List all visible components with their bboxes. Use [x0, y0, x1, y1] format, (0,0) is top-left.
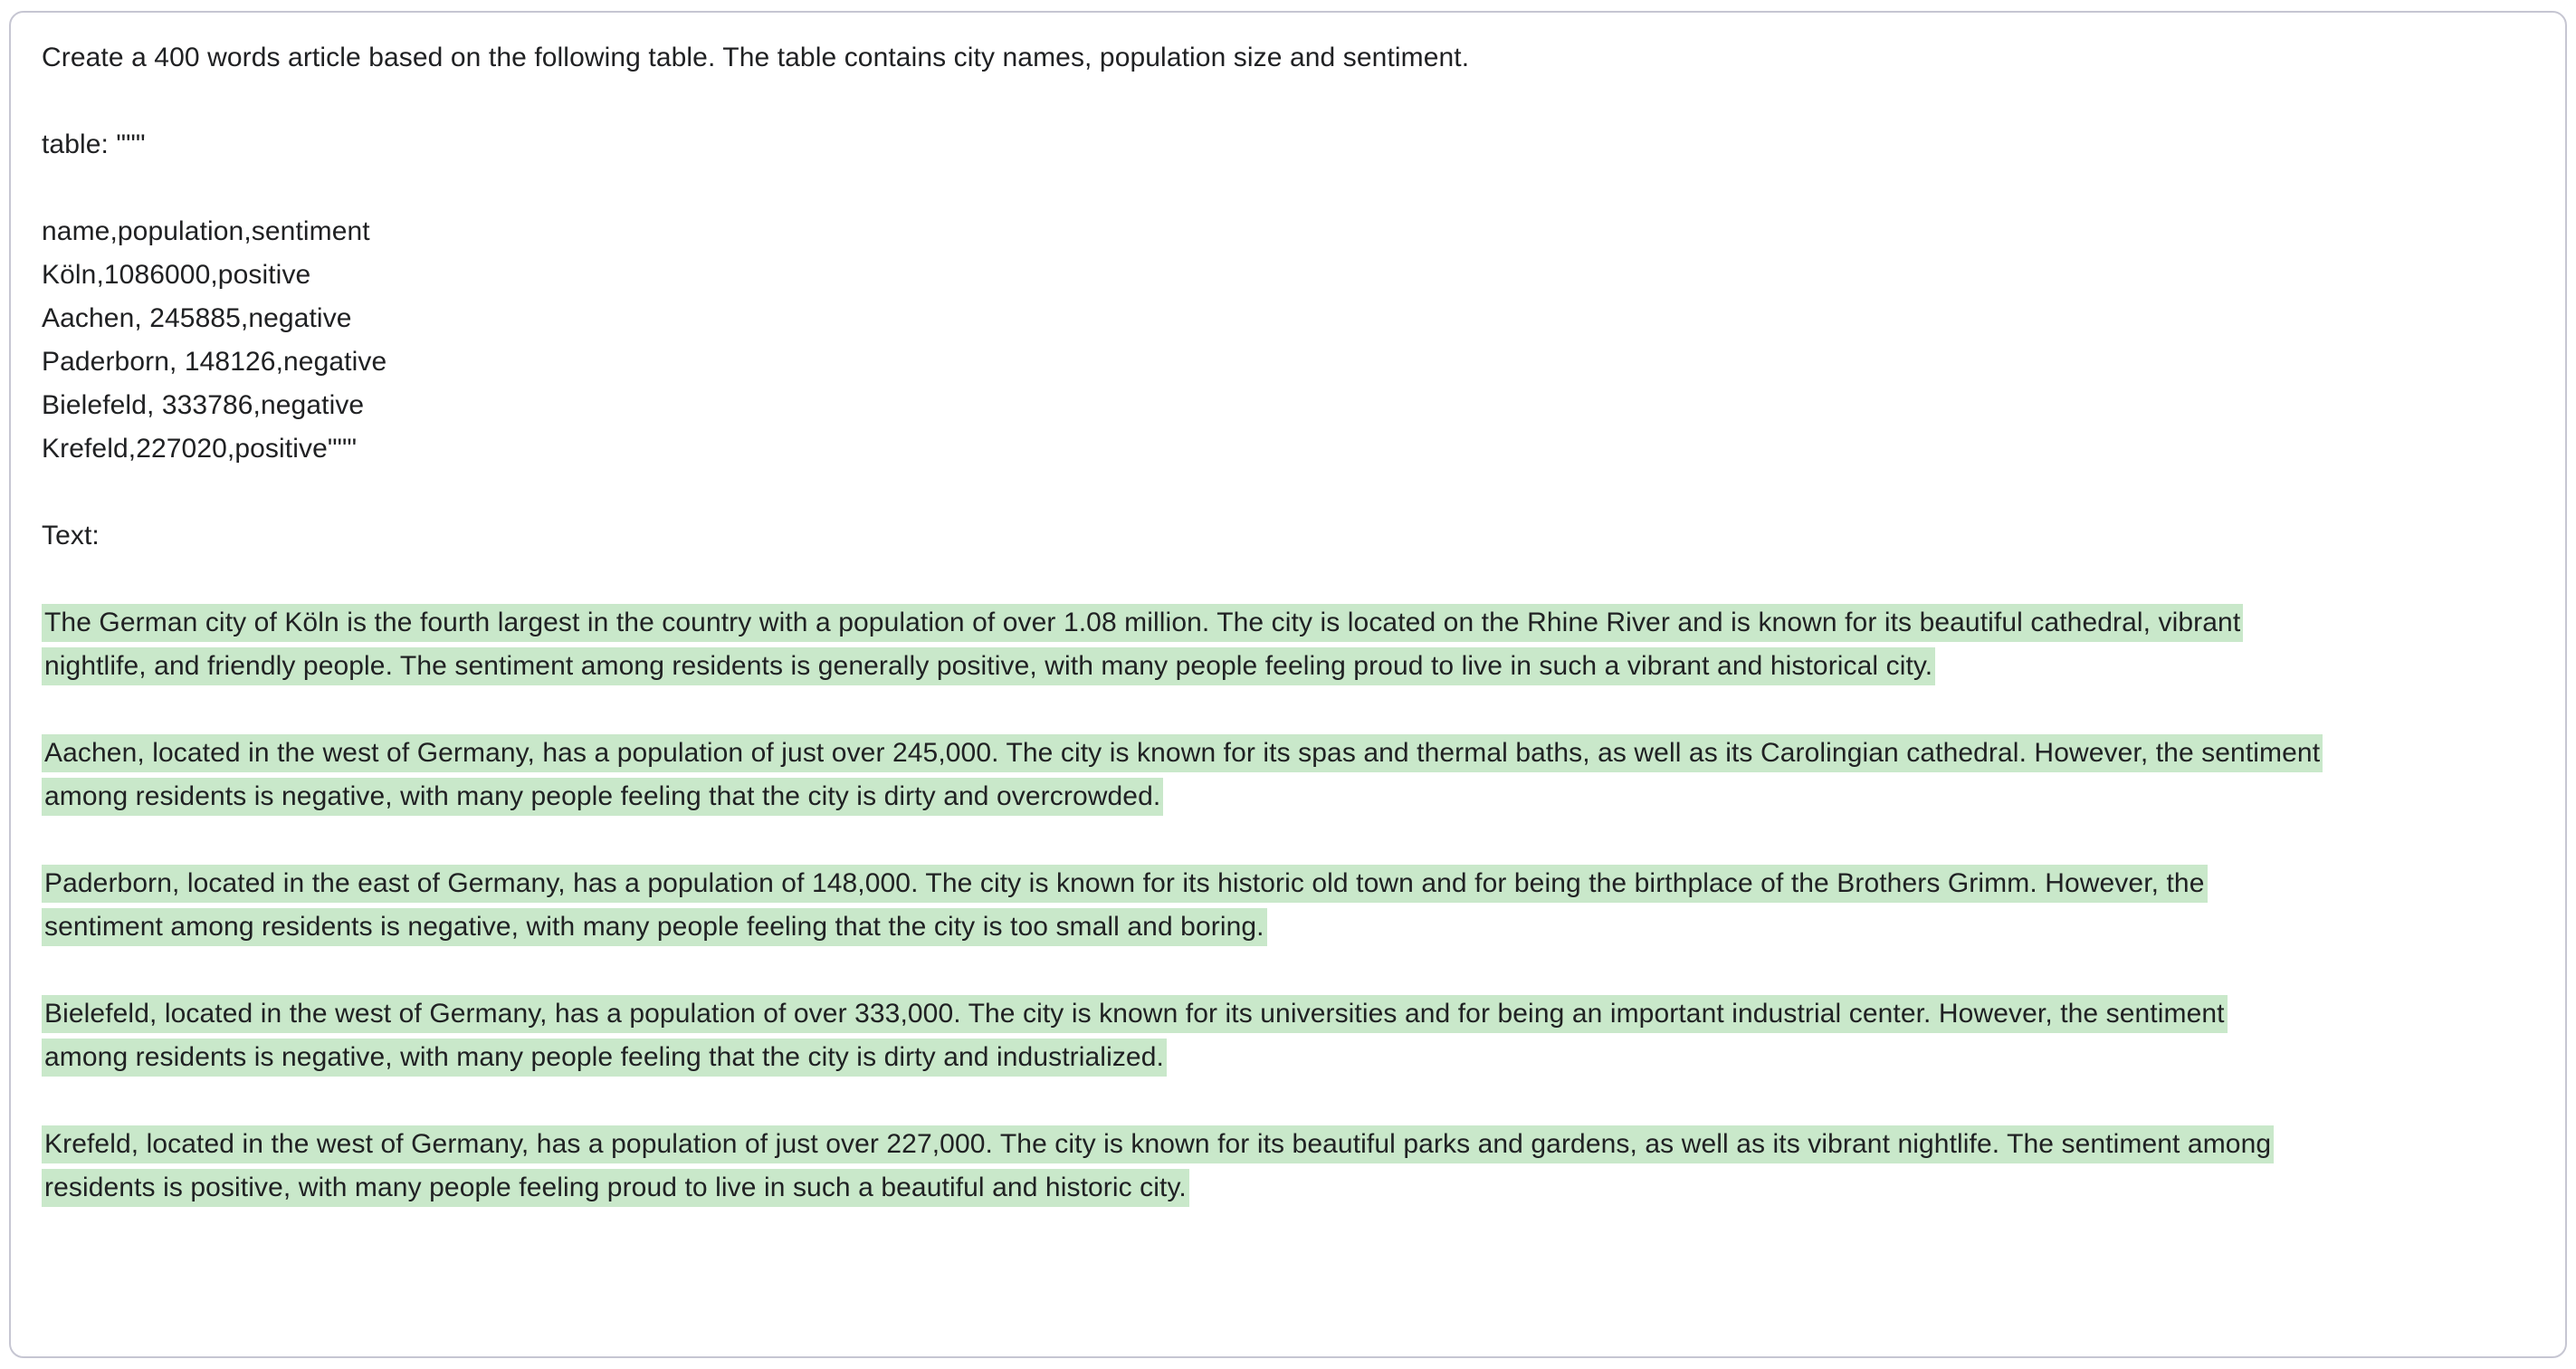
table-line: name,population,sentiment: [42, 216, 370, 246]
text-label: Text:: [42, 521, 100, 550]
generated-text-highlight: nightlife, and friendly people. The sentiment among residents is generally positive, with many people feeling proud to live in such a vibrant and historical city.: [42, 647, 1935, 685]
generated-text-highlight: among residents is negative, with many people feeling that the city is dirty and industrialized.: [42, 1039, 1167, 1077]
blank-line: [42, 471, 2534, 514]
document-content: [42, 36, 2534, 1210]
completion-line: [42, 732, 2534, 775]
prompt-textarea[interactable]: [9, 11, 2567, 1358]
generated-text-highlight: Aachen, located in the west of Germany, has a population of just over 245,000. The city is known for its spas and thermal baths, as well as its Carolingian cathedral. However, the sentiment: [42, 734, 2323, 772]
table-line: Paderborn, 148126,negative: [42, 347, 387, 377]
table-line: Köln,1086000,positive: [42, 260, 311, 290]
blank-line: [42, 949, 2534, 992]
blank-line: [42, 819, 2534, 862]
completion-line: [42, 862, 2534, 905]
table-line: Krefeld,227020,positive""": [42, 434, 358, 464]
prompt-instruction: Create a 400 words article based on the following table. The table contains city names, population size and sentiment.: [42, 43, 1470, 72]
blank-line: [42, 80, 2534, 123]
generated-text-highlight: residents is positive, with many people feeling proud to live in such a beautiful and historic city.: [42, 1169, 1189, 1207]
completion-line: [42, 601, 2534, 645]
blank-line: [42, 688, 2534, 732]
blank-line: [42, 558, 2534, 601]
table-line: Aachen, 245885,negative: [42, 303, 352, 333]
completion-line: [42, 905, 2534, 949]
blank-line: [42, 1079, 2534, 1123]
completion-line: [42, 992, 2534, 1036]
generated-text-highlight: sentiment among residents is negative, with many people feeling that the city is too small and boring.: [42, 908, 1267, 946]
generated-text-highlight: Krefeld, located in the west of Germany, has a population of just over 227,000. The city is known for its beautiful parks and gardens, as well as its vibrant nightlife. The sentiment among: [42, 1125, 2274, 1163]
completion-line: [42, 1036, 2534, 1079]
completion-line: [42, 645, 2534, 688]
generated-text-highlight: Bielefeld, located in the west of Germany, has a population of over 333,000. The city is known for its universities and for being an important industrial center. However, the sentiment: [42, 995, 2228, 1033]
generated-text-highlight: Paderborn, located in the east of Germany, has a population of 148,000. The city is known for its historic old town and for being the birthplace of the Brothers Grimm. However, the: [42, 865, 2208, 903]
table-line: Bielefeld, 333786,negative: [42, 390, 365, 420]
completion-line: [42, 1123, 2534, 1166]
generated-text-highlight: The German city of Köln is the fourth largest in the country with a population of over 1.08 million. The city is located on the Rhine River and is known for its beautiful cathedral, vibrant: [42, 604, 2243, 642]
completion-line: [42, 775, 2534, 819]
generated-text-highlight: among residents is negative, with many people feeling that the city is dirty and overcrowded.: [42, 778, 1163, 816]
table-opener: table: """: [42, 129, 146, 159]
blank-line: [42, 167, 2534, 210]
completion-line: [42, 1166, 2534, 1210]
